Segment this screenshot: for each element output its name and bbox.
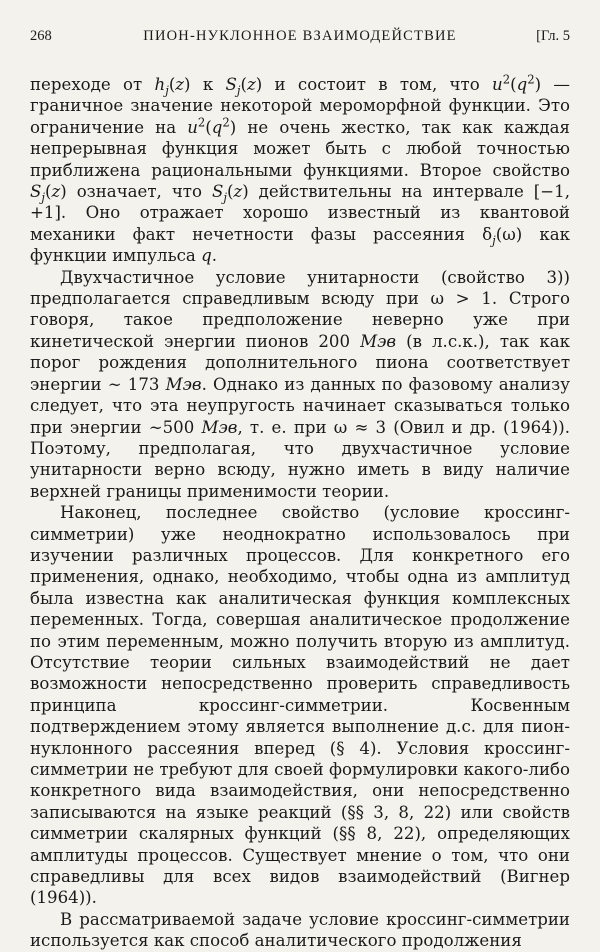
paragraph-4: В рассматриваемой задаче условие кроссинг-симметрии используется как способ аналитического продолжения — [30, 909, 570, 951]
running-title: ПИОН-НУКЛОННОЕ ВЗАИМОДЕЙСТВИЕ — [143, 28, 457, 44]
page-number: 268 — [30, 28, 52, 44]
paragraph-1: переходе от $h_j(z)$ к $S_j(z)$ и состоит в том, что $u^2(q^2)$ — граничное значение некоторой мероморфной функции. Это ограничение на $u^2(q^2)$ не очень жестко, так как каждая непрерывная функция может быть с любой точностью приближена рациональными функциями. Второе свойство $S_j(z)$ означает, что $S_j(z)$ действительны на интервале [−1, +1]. Оно отражает хорошо известный из квантовой механики факт нечетности фазы рассеяния $\delta_j(\omega)$ как функции импульса q. — [30, 72, 571, 266]
paragraph-3: Наконец, последнее свойство (условие кроссинг-симметрии) уже неоднократно использовалось при изучении различных процессов. Для конкретного его применения, однако, необходимо, чтобы одна из амплитуд была известна как аналитическая функция комплексных переменных. Тогда, совершая аналитическое продолжение по этим переменным, можно получить вторую из амплитуд. Отсутствие теории сильных взаимодействий не дает возможности непосредственно проверить справедливость принципа кроссинг-симметрии. Косвенным подтверждением этому является выполнение д.с. для пион-нуклонного рассеяния вперед (§ 4). Условия кроссинг-симметрии не требуют для своей формулировки какого-либо конкретного вида взаимодействия, они непосредственно записываются на языке реакций (§§ 3, 8, 22) или свойств симметрии скалярных функций (§§ 8, 22), определяющих амплитуды процессов. Существует мнение о том, что они справедливы для всех видов взаимодействий (Вигнер (1964)). — [30, 503, 570, 908]
paragraph-2: Двухчастичное условие унитарности (свойство 3)) предполагается справедливым всюду при ω > 1. Строго говоря, такое предположение неверно уже при кинетической энергии пионов 200 Мэв (в л.с.к.), так как порог рождения дополнительного пиона соответствует энергии ∼ 173 Мэв. Однако из данных по фазовому анализу следует, что эта неупругость начинает сказываться только при энергии ∼500 Мэв, т. е. при ω ≈ 3 (Овил и др. (1964)). Поэтому, предполагая, что двухчастичное условие унитарности верно всюду, нужно иметь в виду наличие верхней границы применимости теории. — [30, 267, 570, 501]
page-body — [30, 74, 570, 952]
running-head — [30, 28, 570, 52]
chapter-marker: [Гл. 5 — [536, 28, 570, 44]
